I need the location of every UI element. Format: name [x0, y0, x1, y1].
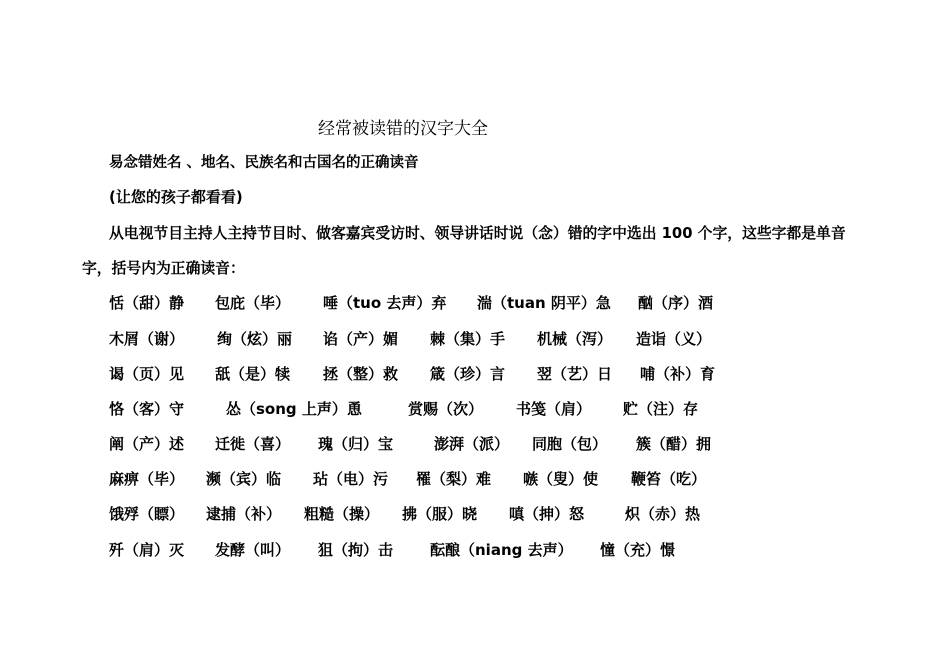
- word-item: 玷（电）污: [313, 470, 389, 488]
- word-item: 阐（产）述: [109, 435, 185, 453]
- word-item: 拯（整）救: [323, 365, 399, 383]
- word-item: 嗾（叟）使: [523, 470, 599, 488]
- word-item: 唾（tuo 去声）弃: [323, 294, 447, 312]
- document-note: (让您的孩子都看看): [109, 188, 243, 206]
- word-item: 粗糙（操）: [304, 505, 380, 523]
- intro-line-1: 从电视节目主持人主持节目时、做客嘉宾受访时、领导讲话时说（念）错的字中选出 100 个字，这些字都是单音: [109, 225, 846, 242]
- word-row-8: [0, 539, 950, 561]
- word-item: 麻痹（毕）: [109, 470, 185, 488]
- word-row-7: [0, 503, 950, 525]
- word-item: 酝酿（niang 去声）: [430, 541, 573, 559]
- word-row-6: [0, 468, 950, 490]
- document-subtitle: 易念错姓名 、地名、民族名和古国名的正确读音: [109, 155, 419, 171]
- word-item: 怂（song 上声）恿: [226, 400, 362, 418]
- document-title: 经常被读错的汉字大全: [318, 119, 488, 139]
- word-item: 酗（序）酒: [638, 294, 714, 312]
- word-item: 歼（肩）灭: [109, 541, 185, 559]
- word-item: 发酵（叫）: [215, 541, 291, 559]
- word-item: 赏赐（次）: [408, 400, 484, 418]
- word-item: 机械（泻）: [537, 330, 613, 348]
- word-item: 逮捕（补）: [206, 505, 282, 523]
- word-row-5: [0, 433, 950, 455]
- word-item: 憧（充）憬: [600, 541, 676, 559]
- word-row-3: [0, 363, 950, 385]
- word-item: 箴（珍）言: [430, 365, 506, 383]
- word-row-1: [0, 292, 950, 314]
- word-item: 饿殍（瞟）: [109, 505, 185, 523]
- word-item: 簇（醋）拥: [636, 435, 712, 453]
- intro-line-2: 字，括号内为正确读音：: [82, 260, 245, 277]
- word-item: 书笺（肩）: [516, 400, 592, 418]
- word-item: 嗔（抻）怒: [509, 505, 585, 523]
- word-item: 绚（炫）丽: [217, 330, 293, 348]
- word-item: 木屑（谢）: [109, 330, 185, 348]
- word-row-4: [0, 398, 950, 420]
- word-item: 鞭笞（吃）: [631, 470, 707, 488]
- word-row-2: [0, 328, 950, 350]
- word-item: 哺（补）育: [640, 365, 716, 383]
- word-item: 恪（客）守: [109, 400, 185, 418]
- word-item: 同胞（包）: [532, 435, 608, 453]
- word-item: 湍（tuan 阴平）急: [477, 294, 611, 312]
- word-item: 谒（页）见: [109, 365, 185, 383]
- word-item: 迁徙（喜）: [215, 435, 291, 453]
- word-item: 罹（梨）难: [416, 470, 492, 488]
- word-item: 瑰（归）宝: [318, 435, 394, 453]
- word-item: 恬（甜）静: [109, 294, 185, 312]
- word-item: 棘（集）手: [430, 330, 506, 348]
- word-item: 拂（服）晓: [402, 505, 478, 523]
- word-item: 造诣（义）: [636, 330, 712, 348]
- word-item: 谄（产）媚: [323, 330, 399, 348]
- word-item: 舐（是）犊: [215, 365, 291, 383]
- word-item: 濒（宾）临: [206, 470, 282, 488]
- word-item: 澎湃（派）: [434, 435, 510, 453]
- word-item: 狙（拘）击: [318, 541, 394, 559]
- word-item: 包庇（毕）: [215, 294, 291, 312]
- word-item: 炽（赤）热: [625, 505, 701, 523]
- word-item: 翌（艺）日: [537, 365, 613, 383]
- word-item: 贮（注）存: [623, 400, 699, 418]
